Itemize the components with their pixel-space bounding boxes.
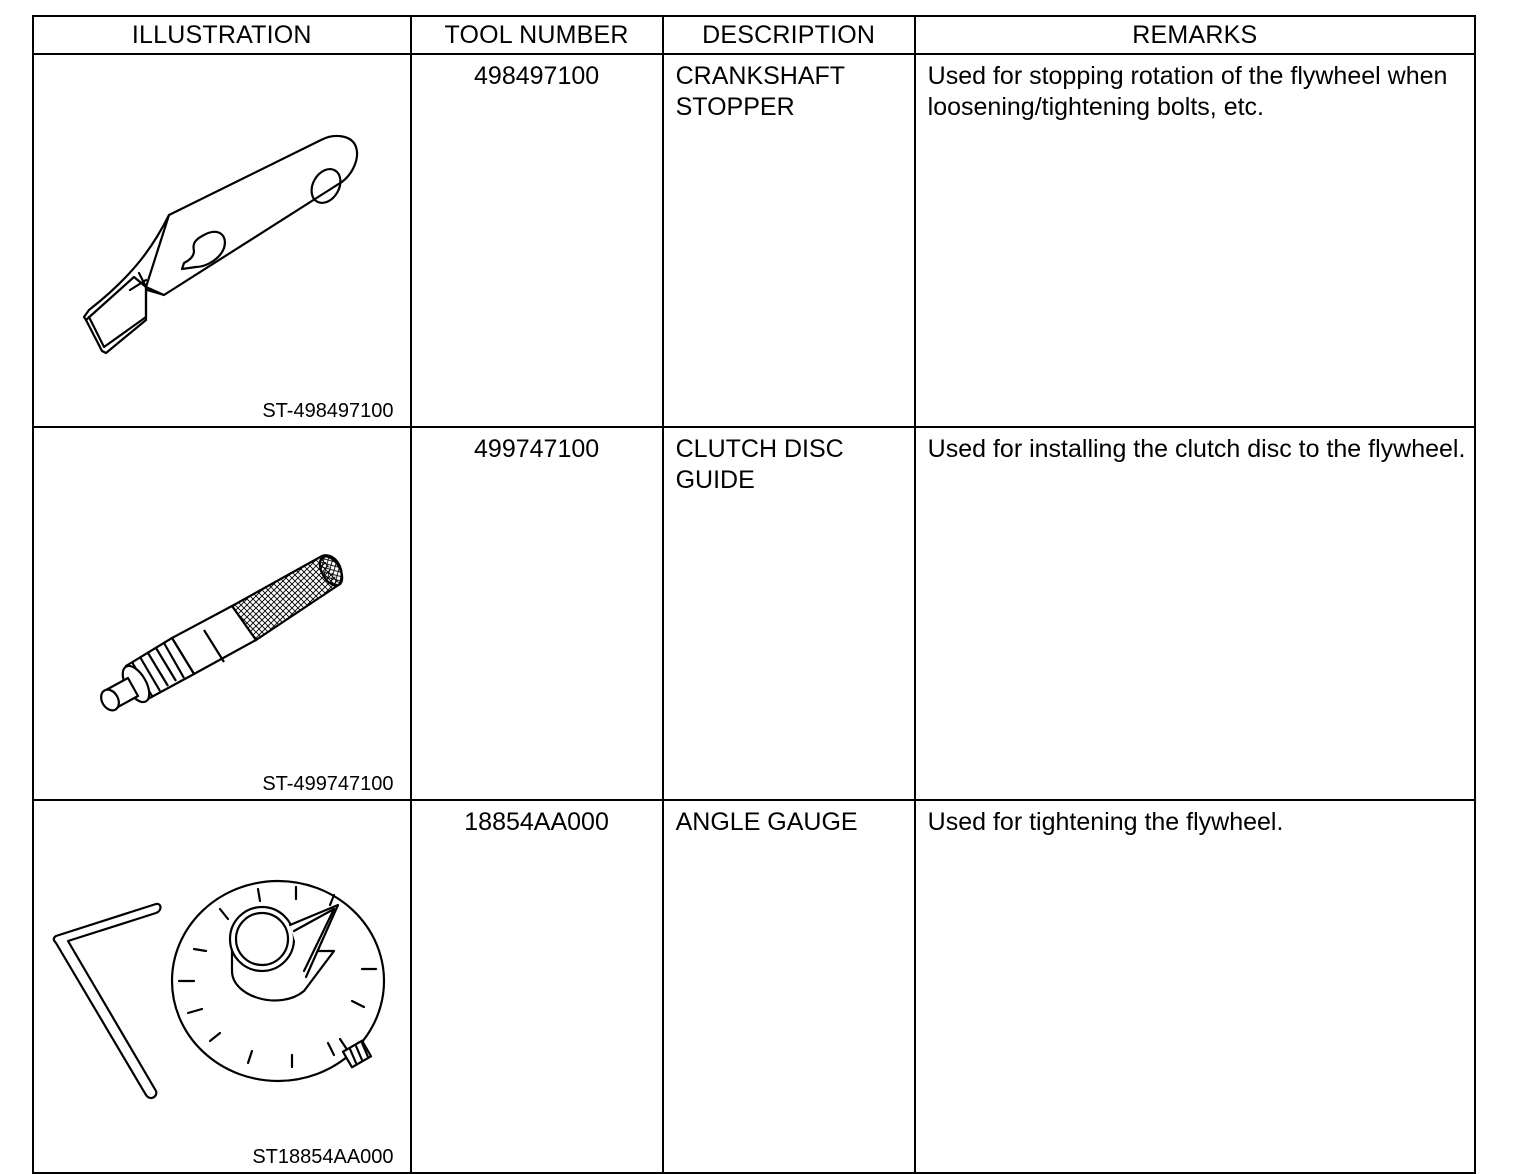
remarks-cell bbox=[915, 800, 1475, 1173]
tool-number: 499747100 bbox=[474, 435, 600, 463]
header-tool-number: TOOL NUMBER bbox=[411, 16, 663, 54]
table-header-row bbox=[33, 16, 1475, 54]
illustration-cell bbox=[33, 427, 411, 800]
illustration-label: ST-499747100 bbox=[262, 773, 394, 795]
tool-number: 498497100 bbox=[474, 62, 600, 90]
header-description: DESCRIPTION bbox=[663, 16, 915, 54]
description: CRANKSHAFT STOPPER bbox=[675, 62, 845, 121]
crankshaft-stopper-icon bbox=[34, 55, 410, 420]
remarks-cell bbox=[915, 54, 1475, 427]
illustration-label: ST-498497100 bbox=[262, 400, 394, 422]
remarks-cell bbox=[915, 427, 1475, 800]
description-cell bbox=[663, 800, 915, 1173]
clutch-disc-guide-icon bbox=[34, 428, 410, 793]
illustration-cell bbox=[33, 800, 411, 1173]
description: CLUTCH DISC GUIDE bbox=[675, 435, 844, 494]
description-cell bbox=[663, 54, 915, 427]
table-row bbox=[33, 54, 1475, 427]
tool-number-cell bbox=[411, 54, 663, 427]
tool-number: 18854AA000 bbox=[464, 808, 609, 836]
illustration-cell bbox=[33, 54, 411, 427]
description-cell bbox=[663, 427, 915, 800]
remarks: Used for tightening the flywheel. bbox=[927, 808, 1284, 836]
tool-number-cell bbox=[411, 427, 663, 800]
header-remarks: REMARKS bbox=[915, 16, 1475, 54]
table-row bbox=[33, 800, 1475, 1173]
table-row bbox=[33, 427, 1475, 800]
illustration-label: ST18854AA000 bbox=[252, 1146, 394, 1168]
special-tools-table bbox=[32, 15, 1476, 1174]
remarks: Used for installing the clutch disc to the flywheel. bbox=[927, 435, 1466, 463]
remarks: Used for stopping rotation of the flywheel when loosening/tightening bolts, etc. bbox=[927, 62, 1448, 121]
description: ANGLE GAUGE bbox=[675, 808, 858, 836]
angle-gauge-icon bbox=[34, 801, 410, 1166]
tool-number-cell bbox=[411, 800, 663, 1173]
header-illustration: ILLUSTRATION bbox=[33, 16, 411, 54]
